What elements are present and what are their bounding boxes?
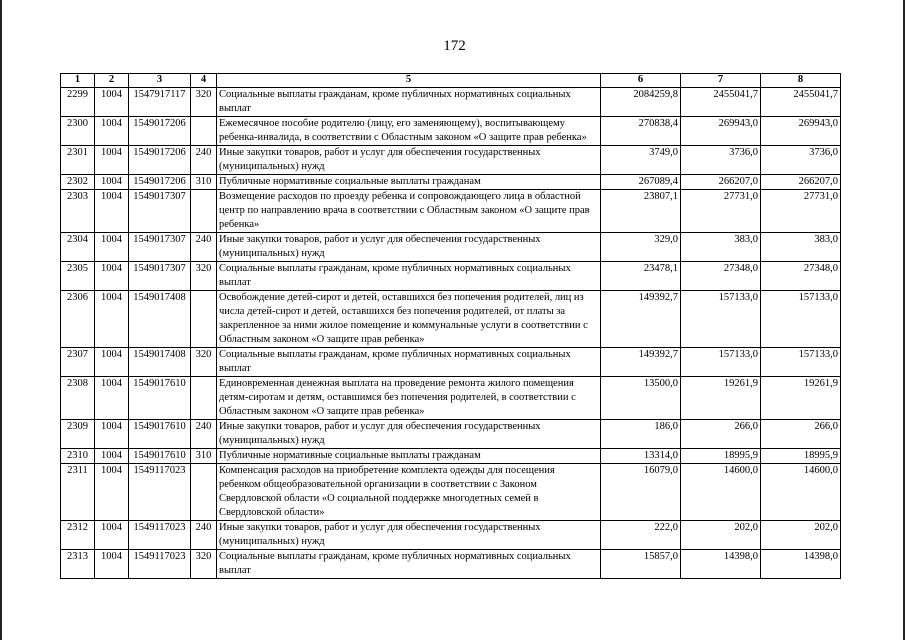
description-cell: Иные закупки товаров, работ и услуг для обеспечения государственных (муниципальных) нужд (217, 233, 601, 262)
table-row (61, 377, 841, 420)
row-number-cell: 2307 (61, 348, 95, 377)
row-number-cell: 2306 (61, 291, 95, 348)
section-code-cell: 1004 (95, 88, 129, 117)
table-row (61, 550, 841, 579)
target-code-cell: 1549017307 (129, 233, 191, 262)
row-number-cell: 2302 (61, 175, 95, 190)
table-row (61, 420, 841, 449)
table-row (61, 190, 841, 233)
amount-cell: 2084259,8 (601, 88, 681, 117)
expense-type-cell: 310 (191, 449, 217, 464)
section-code-cell: 1004 (95, 420, 129, 449)
section-code-cell: 1004 (95, 190, 129, 233)
section-code-cell: 1004 (95, 291, 129, 348)
section-code-cell: 1004 (95, 521, 129, 550)
table-body (61, 88, 841, 579)
amount-cell: 14398,0 (681, 550, 761, 579)
target-code-cell: 1549017206 (129, 175, 191, 190)
amount-cell: 266207,0 (681, 175, 761, 190)
amount-cell: 27731,0 (761, 190, 841, 233)
section-code-cell: 1004 (95, 464, 129, 521)
amount-cell: 157133,0 (681, 291, 761, 348)
section-code-cell: 1004 (95, 233, 129, 262)
section-code-cell: 1004 (95, 449, 129, 464)
row-number-cell: 2300 (61, 117, 95, 146)
amount-cell: 2455041,7 (681, 88, 761, 117)
amount-cell: 266,0 (681, 420, 761, 449)
amount-cell: 27731,0 (681, 190, 761, 233)
amount-cell: 149392,7 (601, 348, 681, 377)
description-cell: Публичные нормативные социальные выплаты гражданам (217, 175, 601, 190)
amount-cell: 2455041,7 (761, 88, 841, 117)
amount-cell: 27348,0 (681, 262, 761, 291)
table-row (61, 291, 841, 348)
amount-cell: 222,0 (601, 521, 681, 550)
section-code-cell: 1004 (95, 550, 129, 579)
target-code-cell: 1549017206 (129, 146, 191, 175)
target-code-cell: 1549017206 (129, 117, 191, 146)
amount-cell: 269943,0 (681, 117, 761, 146)
row-number-cell: 2310 (61, 449, 95, 464)
table-row (61, 146, 841, 175)
table-row (61, 449, 841, 464)
amount-cell: 14398,0 (761, 550, 841, 579)
amount-cell: 19261,9 (681, 377, 761, 420)
section-code-cell: 1004 (95, 117, 129, 146)
description-cell: Ежемесячное пособие родителю (лицу, его заменяющему), воспитывающему ребенка-инвалида, в соответствии с Областным законом «О защите прав ребенка» (217, 117, 601, 146)
row-number-cell: 2299 (61, 88, 95, 117)
target-code-cell: 1549117023 (129, 521, 191, 550)
row-number-cell: 2305 (61, 262, 95, 291)
table-header-row (61, 74, 841, 88)
amount-cell: 266,0 (761, 420, 841, 449)
expense-type-cell (191, 291, 217, 348)
amount-cell: 3736,0 (761, 146, 841, 175)
description-cell: Компенсация расходов на приобретение комплекта одежды для посещения ребенком общеобразовательной организации в соответствии с Законом Свердловской области «О социальной поддержке многодетных семей в Свердловской области» (217, 464, 601, 521)
column-header: 1 (61, 74, 95, 88)
section-code-cell: 1004 (95, 348, 129, 377)
amount-cell: 267089,4 (601, 175, 681, 190)
amount-cell: 329,0 (601, 233, 681, 262)
amount-cell: 18995,9 (761, 449, 841, 464)
expense-type-cell (191, 377, 217, 420)
amount-cell: 3736,0 (681, 146, 761, 175)
amount-cell: 27348,0 (761, 262, 841, 291)
row-number-cell: 2304 (61, 233, 95, 262)
row-number-cell: 2313 (61, 550, 95, 579)
amount-cell: 3749,0 (601, 146, 681, 175)
amount-cell: 266207,0 (761, 175, 841, 190)
description-cell: Возмещение расходов по проезду ребенка и сопровождающего лица в областной центр по направлению врача в соответствии с Областным законом «О защите прав ребенка» (217, 190, 601, 233)
amount-cell: 23807,1 (601, 190, 681, 233)
target-code-cell: 1549017408 (129, 291, 191, 348)
target-code-cell: 1549117023 (129, 464, 191, 521)
expense-type-cell (191, 464, 217, 521)
description-cell: Публичные нормативные социальные выплаты гражданам (217, 449, 601, 464)
section-code-cell: 1004 (95, 377, 129, 420)
target-code-cell: 1549017307 (129, 190, 191, 233)
amount-cell: 16079,0 (601, 464, 681, 521)
target-code-cell: 1549017610 (129, 420, 191, 449)
expense-type-cell: 240 (191, 521, 217, 550)
column-header: 2 (95, 74, 129, 88)
description-cell: Иные закупки товаров, работ и услуг для обеспечения государственных (муниципальных) нужд (217, 146, 601, 175)
description-cell: Социальные выплаты гражданам, кроме публичных нормативных социальных выплат (217, 88, 601, 117)
amount-cell: 18995,9 (681, 449, 761, 464)
column-header: 3 (129, 74, 191, 88)
table-row (61, 233, 841, 262)
column-header: 7 (681, 74, 761, 88)
section-code-cell: 1004 (95, 146, 129, 175)
expense-type-cell: 310 (191, 175, 217, 190)
section-code-cell: 1004 (95, 262, 129, 291)
column-header: 4 (191, 74, 217, 88)
expense-type-cell: 240 (191, 146, 217, 175)
row-number-cell: 2312 (61, 521, 95, 550)
expense-type-cell (191, 190, 217, 233)
table-row (61, 521, 841, 550)
table-row (61, 348, 841, 377)
description-cell: Иные закупки товаров, работ и услуг для обеспечения государственных (муниципальных) нужд (217, 521, 601, 550)
expense-type-cell: 240 (191, 233, 217, 262)
description-cell: Освобождение детей-сирот и детей, оставшихся без попечения родителей, лиц из числа детей-сирот и детей, оставшихся без попечения родителей, от платы за закрепленное за ними жилое помещение и коммунальные услуги в соответствии с Областным законом «О защите прав ребенка» (217, 291, 601, 348)
row-number-cell: 2301 (61, 146, 95, 175)
target-code-cell: 1549017610 (129, 449, 191, 464)
table-row (61, 88, 841, 117)
amount-cell: 269943,0 (761, 117, 841, 146)
amount-cell: 15857,0 (601, 550, 681, 579)
amount-cell: 14600,0 (761, 464, 841, 521)
target-code-cell: 1549117023 (129, 550, 191, 579)
amount-cell: 383,0 (681, 233, 761, 262)
amount-cell: 14600,0 (681, 464, 761, 521)
description-cell: Социальные выплаты гражданам, кроме публичных нормативных социальных выплат (217, 348, 601, 377)
expense-type-cell: 240 (191, 420, 217, 449)
amount-cell: 383,0 (761, 233, 841, 262)
amount-cell: 202,0 (761, 521, 841, 550)
amount-cell: 186,0 (601, 420, 681, 449)
amount-cell: 149392,7 (601, 291, 681, 348)
row-number-cell: 2309 (61, 420, 95, 449)
column-header: 6 (601, 74, 681, 88)
row-number-cell: 2303 (61, 190, 95, 233)
table-row (61, 117, 841, 146)
expense-type-cell (191, 117, 217, 146)
amount-cell: 13314,0 (601, 449, 681, 464)
description-cell: Единовременная денежная выплата на проведение ремонта жилого помещения детям-сиротам и детям, оставшимся без попечения родителей, в соответствии с Областным законом «О защите прав ребенка» (217, 377, 601, 420)
table-row (61, 464, 841, 521)
description-cell: Социальные выплаты гражданам, кроме публичных нормативных социальных выплат (217, 262, 601, 291)
budget-table (60, 73, 841, 579)
amount-cell: 157133,0 (761, 348, 841, 377)
target-code-cell: 1547917117 (129, 88, 191, 117)
expense-type-cell: 320 (191, 88, 217, 117)
amount-cell: 157133,0 (681, 348, 761, 377)
amount-cell: 157133,0 (761, 291, 841, 348)
target-code-cell: 1549017408 (129, 348, 191, 377)
section-code-cell: 1004 (95, 175, 129, 190)
row-number-cell: 2311 (61, 464, 95, 521)
amount-cell: 202,0 (681, 521, 761, 550)
amount-cell: 19261,9 (761, 377, 841, 420)
row-number-cell: 2308 (61, 377, 95, 420)
expense-type-cell: 320 (191, 550, 217, 579)
description-cell: Социальные выплаты гражданам, кроме публичных нормативных социальных выплат (217, 550, 601, 579)
amount-cell: 13500,0 (601, 377, 681, 420)
page-number: 172 (443, 38, 466, 54)
description-cell: Иные закупки товаров, работ и услуг для обеспечения государственных (муниципальных) нужд (217, 420, 601, 449)
column-header: 5 (217, 74, 601, 88)
amount-cell: 270838,4 (601, 117, 681, 146)
table-row (61, 175, 841, 190)
table-row (61, 262, 841, 291)
target-code-cell: 1549017610 (129, 377, 191, 420)
expense-type-cell: 320 (191, 348, 217, 377)
expense-type-cell: 320 (191, 262, 217, 291)
column-header: 8 (761, 74, 841, 88)
amount-cell: 23478,1 (601, 262, 681, 291)
target-code-cell: 1549017307 (129, 262, 191, 291)
